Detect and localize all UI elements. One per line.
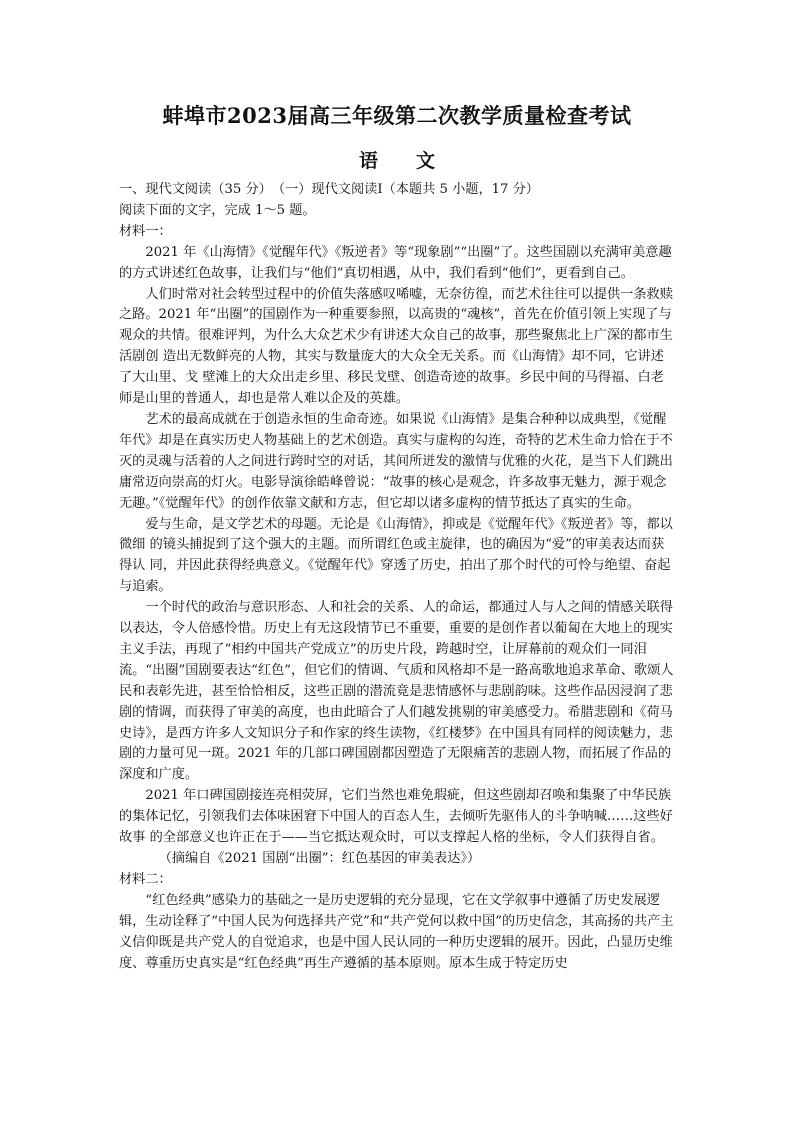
document-body [119,180,675,974]
material-one-paragraph: 2021 年《山海情》《觉醒年代》《叛逆者》等“现象剧”“出圈”了。这些国剧以充满审美意趣的方式讲述红色故事，让我们与“他们”真切相遇，从中，我们看到“他们”，更看到自己。 [119,244,672,281]
material-one-label: 材料一： [119,223,172,239]
subject-heading: 语 文 [358,150,435,172]
exam-title: 蚌埠市2023届高三年级第二次教学质量检查考试 [162,103,632,128]
material-one-paragraph: 人们时常对社会转型过程中的价值失落感叹唏嘘，无奈彷徨，而艺术往往可以提供一条救赎之路。2021 年“出圈”的国剧作为一种重要参照，以高贵的“魂核”，首先在价值引领上实现了与观众的共情。很难评判，为什么大众艺术少有讲述大众自己的故事，那些聚焦北上广深的都市生活剧创 造出无数鲜亮的人物，其实与数量庞大的大众全无关系。而《山海情》却不同，它讲述了大山里、戈 壁滩上的大众出走乡里、移民戈壁、创造奇迹的故事。乡民中间的马得福、白老师是山里的普通人，却也是常人难以企及的英雄。 [119,286,673,407]
material-two-paragraph: “红色经典”感染力的基础之一是历史逻辑的充分显现，它在文学叙事中遵循了历史发展逻辑，生动诠释了“中国人民为何选择共产党”和“共产党何以救中国”的历史信念，其高扬的共产主义信仰既是共产党人的自觉追求，也是中国人民认同的一种历史逻辑的展开。因此，凸显历史维 度、尊重历史真实是“红色经典”再生产遵循的基本原则。原本生成于特定历史 [119,892,674,971]
material-one-paragraph: 2021 年口碑国剧接连亮相荧屏，它们当然也难免瑕疵，但这些剧却召唤和集聚了中华民族的集体记忆，引领我们去体味困窘下中国人的百态人生，去倾听先驱伟人的斗争呐喊……这些好故事 的全部意义也许正在于——当它抵达观众时，可以支撑起人格的坐标，令人们获得自省。 [119,788,673,846]
section-heading: 一、现代文阅读（35 分） （一）现代文阅读Ⅰ（本题共 5 小题，17 分） [119,182,539,197]
material-one-citation: （摘编自《2021 国剧“出圈”：红色基因的审美表达》） [158,851,481,866]
material-one-paragraph: 艺术的最高成就在于创造永恒的生命奇迹。如果说《山海情》是集合种种以成典型，《觉醒年代》却是在真实历史人物基础上的艺术创造。真实与虚构的勾连，奇特的艺术生命力恰在于不灭的灵魂与活着的人之间进行跨时空的对话，其间所迸发的激情与优雅的火花，是当下人们跳出庸常迈向崇高的灯火。电影导演徐皓峰曾说：“故事的核心是观念，许多故事无魅力，源于观念无趣。”《觉醒年代》的创作依靠文献和方志，但它却以诸多虚构的情节抵达了真实的生命。 [119,411,673,511]
material-two-label: 材料二： [119,871,172,887]
material-one-paragraph: 一个时代的政治与意识形态、人和社会的关系、人的命运，都通过人与人之间的情感关联得以表达，令人倍感怜惜。历史上有无这段情节已不重要，重要的是创作者以葡匐在大地上的现实主义手法，再现了“相约中国共产党成立”的历史片段，跨越时空，让屏幕前的观众们一同泪流。“出圈”国剧要表达“红色”，但它们的情调、气质和风格却不是一路高歌地追求革命、歌颂人民和表彰先进，甚至恰恰相反，这些正剧的潜流竟是悲情感怀与悲剧韵味。这些作品因浸润了悲剧的情调，而获得了审美的高度，也由此暗合了人们越发挑剔的审美感受力。希腊悲剧和《荷马史诗》，是西方许多人文知识分子和作家的终生读物，《红楼梦》在中国具有同样的阅读魅力，悲剧的力量可见一斑。2021 年的几部口碑国剧都因塑造了无限痛苦的悲剧人物，而拓展了作品的深度和广度。 [119,600,674,783]
reading-instruction: 阅读下面的文字，完成 1～5 题。 [119,202,316,218]
material-one-paragraph: 爱与生命，是文学艺术的母题。无论是《山海情》，抑或是《觉醒年代》《叛逆者》等，都以微细 的镜头捕捉到了这个强大的主题。而所谓红色或主旋律，也的确因为“爱”的审美表达而获得认 同，并因此获得经典意义。《觉醒年代》穿透了历史，拍出了那个时代的可怜与绝望、奋起与追索。 [119,516,673,595]
